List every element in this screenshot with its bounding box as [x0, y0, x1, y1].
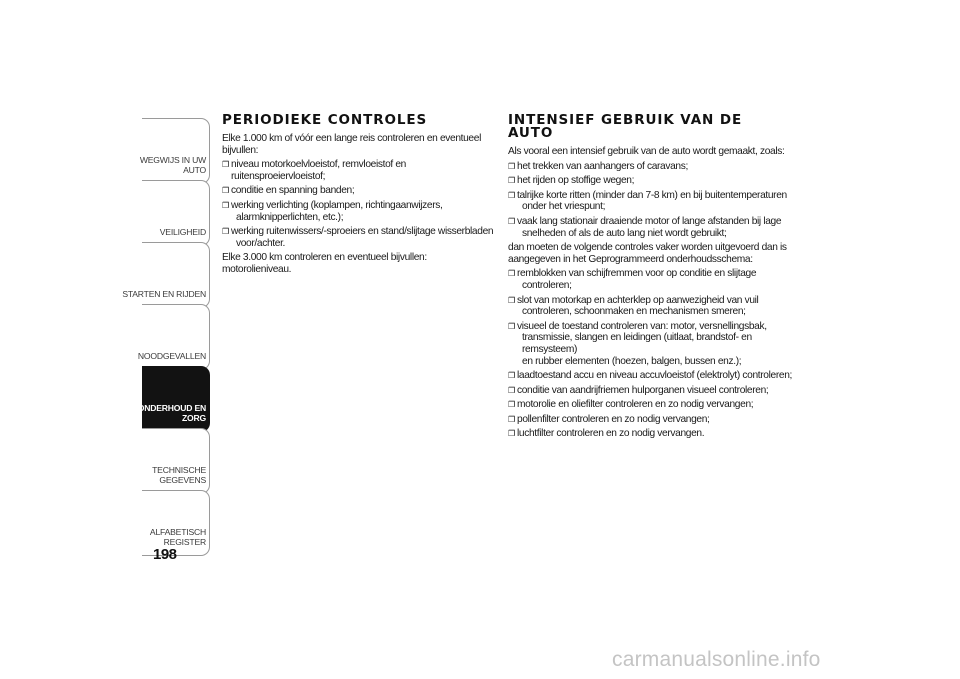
checkbox-bullet-icon: ❒ [222, 160, 229, 170]
list-item [508, 428, 800, 440]
tab-label: ONDERHOUD EN [137, 403, 206, 413]
checkbox-bullet-icon: ❒ [508, 385, 515, 395]
tab-noodgevallen[interactable] [137, 304, 210, 370]
tab-starten-en-rijden[interactable] [122, 242, 210, 308]
extra-checks-list [508, 268, 800, 440]
tab-veiligheid[interactable] [142, 180, 210, 246]
checkbox-bullet-icon: ❒ [508, 400, 515, 410]
list-item [508, 370, 800, 382]
watermark: carmanualsonline.info [612, 648, 821, 671]
list-item-text: transmissie, slangen en leidingen (uitlaat, brandstof- en remsysteem) [522, 332, 752, 355]
list-item-text: snelheden of als de auto lang niet wordt gebruikt; [522, 227, 727, 239]
list-item [222, 159, 494, 182]
tab-label: AUTO [183, 165, 206, 175]
tab-label: REGISTER [163, 537, 206, 547]
list-item-text: niveau motorkoelvloeistof, remvloeistof en ruitensproeiervloeistof; [231, 159, 406, 182]
list-item-text: motorolie en oliefilter controleren en zo nodig vervangen; [517, 399, 754, 411]
intro-paragraph: Elke 1.000 km of vóór een lange reis controleren en eventueel bijvullen: [222, 133, 481, 156]
checkbox-bullet-icon: ❒ [508, 321, 515, 331]
checkbox-bullet-icon: ❒ [508, 295, 515, 305]
list-item-text: voor/achter. [236, 237, 286, 249]
list-item-text: vaak lang stationair draaiende motor of lange afstanden bij lage [517, 215, 782, 227]
section-title: PERIODIEKE CONTROLES [222, 112, 428, 128]
tab-wegwijs-in-uw-auto[interactable] [139, 118, 210, 184]
check-list [222, 159, 494, 249]
list-item [222, 185, 494, 197]
page-number: 198 [153, 546, 177, 563]
tab-label: WEGWIJS IN UW [139, 155, 206, 165]
tab-label: GEGEVENS [159, 475, 206, 485]
list-item-text: remblokken van schijfremmen voor op conditie en slijtage [517, 268, 757, 280]
checkbox-bullet-icon: ❒ [508, 176, 515, 186]
section-title: INTENSIEF GEBRUIK VAN DE AUTO [508, 112, 743, 141]
list-item [508, 414, 800, 426]
list-item [222, 226, 494, 249]
tab-label: NOODGEVALLEN [137, 351, 206, 361]
list-item-text: en rubber elementen (hoezen, balgen, bussen enz.); [522, 355, 742, 367]
list-item-text: werking verlichting (koplampen, richtingaanwijzers, [231, 199, 443, 211]
list-item-text: controleren; [522, 279, 572, 291]
middle-paragraph: dan moeten de volgende controles vaker worden uitgevoerd dan is aangegeven in het Geprogrammeerd onderhoudsschema: [508, 242, 787, 265]
checkbox-bullet-icon: ❒ [508, 161, 515, 171]
checkbox-bullet-icon: ❒ [508, 371, 515, 381]
checkbox-bullet-icon: ❒ [508, 429, 515, 439]
list-item [508, 295, 800, 318]
list-item-text: controleren, schoonmaken en mechanismen smeren; [522, 306, 746, 318]
list-item [508, 399, 800, 411]
list-item [508, 385, 800, 397]
tab-label: TECHNISCHE [152, 465, 206, 475]
tab-label: ALFABETISCH [149, 527, 206, 537]
outro-paragraph: Elke 3.000 km controleren en eventueel bijvullen: motorolieniveau. [222, 252, 427, 275]
list-item-text: slot van motorkap en achterklep op aanwezigheid van vuil [517, 294, 759, 306]
list-item-text: conditie van aandrijfriemen hulporganen visueel controleren; [517, 384, 769, 396]
list-item [508, 190, 800, 213]
list-item [508, 175, 800, 187]
checkbox-bullet-icon: ❒ [508, 216, 515, 226]
tab-label: STARTEN EN RIJDEN [122, 289, 206, 299]
list-item [508, 268, 800, 291]
checkbox-bullet-icon: ❒ [222, 186, 229, 196]
tab-technische-gegevens[interactable] [142, 428, 210, 494]
section-intensief-gebruik [508, 114, 800, 443]
checkbox-bullet-icon: ❒ [508, 190, 515, 200]
usage-conditions-list [508, 161, 800, 240]
list-item-text: alarmknipperlichten, etc.); [236, 211, 344, 223]
list-item-text: visueel de toestand controleren van: motor, versnellingsbak, [517, 320, 767, 332]
list-item [508, 216, 800, 239]
list-item-text: laadtoestand accu en niveau accuvloeistof (elektrolyt) controleren; [517, 370, 792, 382]
list-item [508, 161, 800, 173]
list-item-text: talrijke korte ritten (minder dan 7-8 km) en bij buitentemperaturen [517, 189, 787, 201]
tab-onderhoud-en-zorg[interactable] [137, 366, 210, 432]
tab-label: VEILIGHEID [159, 227, 206, 237]
section-periodieke-controles [222, 114, 494, 279]
tab-label: ZORG [181, 413, 206, 423]
list-item-text: pollenfilter controleren en zo nodig vervangen; [517, 413, 710, 425]
list-item-text: het trekken van aanhangers of caravans; [517, 160, 688, 172]
list-item [508, 321, 800, 367]
checkbox-bullet-icon: ❒ [222, 227, 229, 237]
list-item-text: werking ruitenwissers/-sproeiers en stand/slijtage wisserbladen [231, 226, 494, 238]
list-item-text: luchtfilter controleren en zo nodig vervangen. [517, 428, 705, 440]
list-item-text: het rijden op stoffige wegen; [517, 175, 635, 187]
list-item-text: conditie en spanning banden; [231, 185, 355, 197]
checkbox-bullet-icon: ❒ [222, 200, 229, 210]
checkbox-bullet-icon: ❒ [508, 269, 515, 279]
list-item [222, 200, 494, 223]
list-item-text: onder het vriespunt; [522, 201, 606, 213]
intro-paragraph: Als vooral een intensief gebruik van de auto wordt gemaakt, zoals: [508, 146, 785, 157]
checkbox-bullet-icon: ❒ [508, 414, 515, 424]
